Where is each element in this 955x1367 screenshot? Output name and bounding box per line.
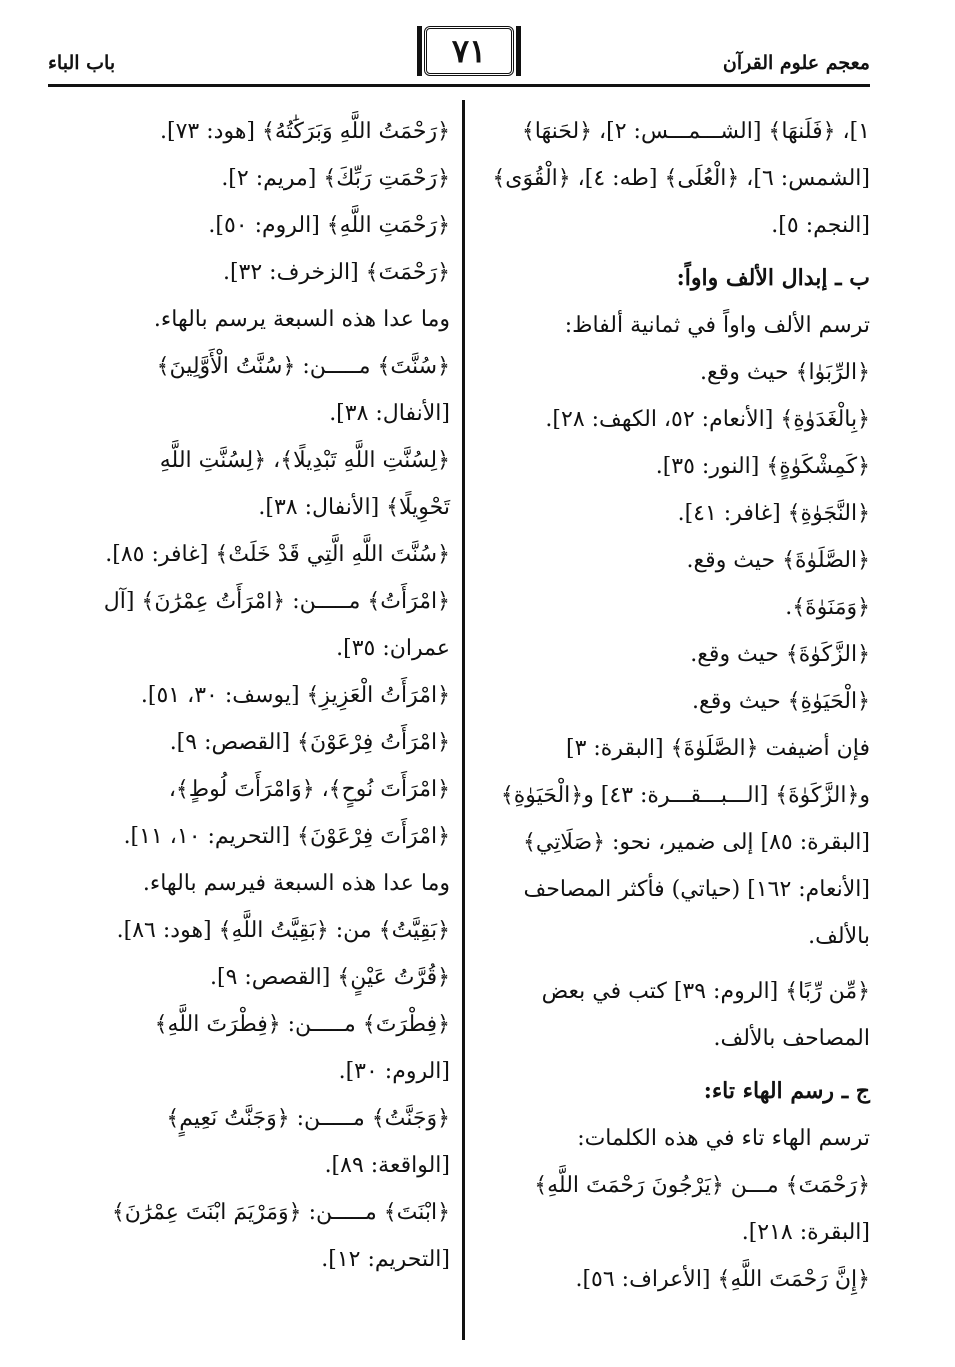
text-line: ﴿امْرَأَتُ﴾ مـــــن: ﴿امْرَأَتُ عِمْرَٰنَ﴾ [آل <box>103 589 450 614</box>
text-line: و﴿الزَّكَوٰةَ﴾ [الـــبـــقـــرة: ٤٣] و﴿الْحَيَوٰةِ﴾ <box>500 783 870 808</box>
text-line: ﴿بَقِيَّتُ﴾ من: ﴿بَقِيَّتُ اللَّهِ﴾ [هود: ٨٦]. <box>116 918 450 943</box>
text-line: ١]، ﴿فَلَنهَا﴾ [الشـــمـــس: ٢]، ﴿لحَنهَا﴾ <box>521 119 870 144</box>
text-line: ﴿الرِّبَوٰا﴾ حيث وقع. <box>699 360 870 385</box>
text-line: عمران: ٣٥]. <box>336 636 450 661</box>
text-line: [الأنعام: ١٦٢] (حياتي) فأكثر المصاحف <box>523 877 870 902</box>
text-line: ترسم الهاء تاء في هذه الكلمات: <box>577 1126 870 1151</box>
text-line: ترسم الألف واواً في ثمانية ألفاظ: <box>564 313 870 338</box>
section-heading-j: ج ـ رسم الهاء تاء: <box>703 1078 870 1104</box>
text-line: ﴿فِطْرَتَ﴾ مـــــن: ﴿فِطْرَتَ اللَّهِ﴾ <box>154 1012 450 1037</box>
page-number: ٧١ <box>424 26 514 76</box>
text-line: ﴿الْحَيَوٰةِ﴾ حيث وقع. <box>692 689 870 714</box>
text-line: [البقرة: ٢١٨]. <box>741 1220 870 1245</box>
text-line: تَحْوِيلًا﴾ [الأنفال: ٣٨]. <box>258 495 450 520</box>
text-line: ﴿وَجَنَّتُ﴾ مـــــن: ﴿وَجَنَّتُ نَعِيمٍ﴾ <box>166 1106 450 1131</box>
text-line: ﴿النَّجَوٰةِ﴾ [غافر: ٤١]. <box>677 501 870 526</box>
text-line: [الروم: ٣٠]. <box>338 1059 450 1084</box>
text-line: ﴿سُنَّتَ﴾ مـــــن: ﴿سُنَّتُ الْأَوَّلِينَ﴾ <box>156 354 450 379</box>
text-line: ﴿امْرَأَتَ فِرْعَوْنَ﴾ [التحريم: ١٠، ١١]. <box>123 824 450 849</box>
header-rule <box>48 84 870 87</box>
text-line: ﴿رَحْمَتُ اللَّهِ وَبَرَكَٰتُهُ﴾ [هود: ٧٣]. <box>160 119 450 144</box>
text-line: ﴿امْرَأَتَ نُوحٍ﴾، ﴿وَامْرَأَتَ لُوطٍ﴾، <box>168 777 450 802</box>
text-line: ﴿ابْنَتَ﴾ مـــــن: ﴿وَمَرْيَمَ ابْنَتَ عِمْرَٰنَ﴾ <box>111 1200 450 1225</box>
text-line: وما عدا هذه السبعة يرسم بالهاء. <box>153 307 450 332</box>
text-line: [الأنفال: ٣٨]. <box>329 401 450 426</box>
text-line: ﴿مِّن رِّبًا﴾ [الروم: ٣٩] كتب في بعض <box>541 979 870 1004</box>
text-line: [الواقعة: ٨٩]. <box>324 1153 450 1178</box>
text-line: ﴿وَمَنَوٰةَ﴾. <box>785 595 870 620</box>
text-line: بالألف. <box>808 924 870 949</box>
text-line: المصاحف بالألف. <box>713 1026 870 1051</box>
text-line: ﴿رَحْمَتِ اللَّهِ﴾ [الروم: ٥٠]. <box>208 213 450 238</box>
text-line: ﴿امْرَأَتُ فِرْعَوْنَ﴾ [القصص: ٩]. <box>169 730 450 755</box>
text-line: ﴿كَمِشْكَوٰةٍ﴾ [النور: ٣٥]. <box>655 454 870 479</box>
text-line: [الشمس: ٦]، ﴿الْعُلَى﴾ [طه: ٤]، ﴿الْقُوَى﴾ <box>492 166 870 191</box>
text-line: فإن أضيفت ﴿الصَّلَوٰةَ﴾ [البقرة: ٣] <box>565 736 870 761</box>
left-column <box>50 108 450 1283</box>
page-header <box>48 22 870 84</box>
text-line: ﴿سُنَّتَ اللَّهِ الَّتِي قَدْ خَلَتْ﴾ [غافر: ٨٥]. <box>105 542 450 567</box>
text-line: وما عدا هذه السبعة فيرسم بالهاء. <box>142 871 450 896</box>
text-line: ﴿امْرَأَتُ الْعَزِيزِ﴾ [يوسف: ٣٠، ٥١]. <box>140 683 450 708</box>
text-line: ﴿رَحْمَتَ﴾ [الزخرف: ٣٢]. <box>222 260 450 285</box>
text-line: ﴿إِنَّ رَحْمَتَ اللَّهِ﴾ [الأعراف: ٥٦]. <box>575 1267 870 1292</box>
text-line: [التحريم: ١٢]. <box>321 1247 450 1272</box>
text-line: ﴿لِسُنَّتِ اللَّهِ تَبْدِيلًا﴾، ﴿لِسُنَّتِ اللَّهِ <box>159 448 450 473</box>
text-line: [البقرة: ٨٥] إلى ضمير، نحو: ﴿صَلَاتِي﴾ <box>522 830 870 855</box>
text-line: ﴿قُرَّتُ عَيْنٍ﴾ [القصص: ٩]. <box>209 965 450 990</box>
text-line: ﴿رَحْمَتَ﴾ مـــن ﴿يَرْجُونَ رَحْمَتَ اللَّهِ﴾ <box>534 1173 870 1198</box>
right-column <box>470 108 870 1303</box>
section-heading-b: ب ـ إبدال الألف واواً: <box>676 265 870 291</box>
book-title: معجم علوم القرآن <box>722 52 870 74</box>
text-line: ﴿رَحْمَتِ رَبِّكَ﴾ [مريم: ٢]. <box>221 166 450 191</box>
chapter-title: باب الباء <box>48 52 116 74</box>
column-divider <box>462 100 465 1340</box>
text-line: [النجم: ٥]. <box>771 213 870 238</box>
text-line: ﴿بِالْغَدَوٰةِ﴾ [الأنعام: ٥٢، الكهف: ٢٨]. <box>545 407 870 432</box>
text-line: ﴿الصَّلَوٰةَ﴾ حيث وقع. <box>686 548 870 573</box>
text-line: ﴿الزَّكَوٰةَ﴾ حيث وقع. <box>690 642 870 667</box>
